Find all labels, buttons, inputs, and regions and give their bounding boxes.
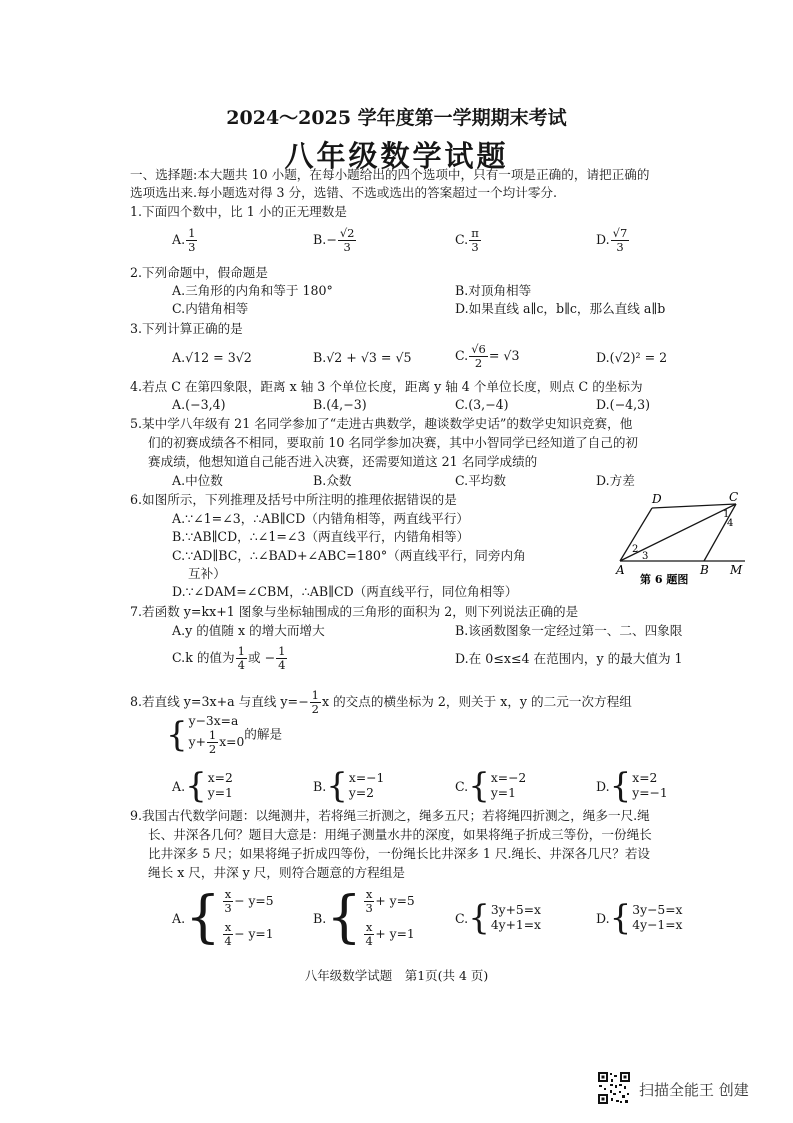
q9-line4: 绳长 x 尺，井深 y 尺，则符合题意的方程组是 [148, 865, 405, 880]
q4-option-b: B.(4,−3) [313, 397, 367, 412]
q8-option-c: C. { x=−2 y=1 [455, 766, 527, 806]
fig-angle-1: 1 [723, 509, 730, 520]
q1-stem: 1.下面四个数中，比 1 小的正无理数是 [130, 204, 347, 219]
q2-option-d: D.如果直线 a∥c，b∥c，那么直线 a∥b [455, 301, 666, 316]
q7-stem: 7.若函数 y=kx+1 图象与坐标轴围成的三角形的面积为 2，则下列说法正确的是 [130, 604, 579, 619]
q8-option-b: B. { x=−1 y=2 [313, 766, 385, 806]
q9-option-d: D. { 3y−5=x 4y−1=x [596, 898, 683, 938]
q5-option-c: C.平均数 [455, 473, 506, 488]
q9-option-a: A. { $\frac{x}{3}$ − y=5 $\frac{x}{4}$ − y=1 [172, 885, 274, 950]
q6-stem: 6.如图所示，下列推理及括号中所注明的推理依据错误的是 [130, 492, 457, 507]
q2-stem: 2.下列命题中，假命题是 [130, 265, 268, 280]
q3-stem: 3.下列计算正确的是 [130, 321, 243, 336]
q6-option-a: A.∵∠1=∠3，∴AB∥CD（内错角相等，两直线平行） [172, 511, 470, 526]
scanner-watermark: 扫描全能王 创建 [639, 1081, 749, 1099]
q6-option-c-cont: 互补） [188, 566, 226, 581]
fig-label-b: B [700, 563, 709, 577]
q1-option-c: C. $\frac{\pi}{3}$ [455, 226, 479, 254]
fig-label-d: D [652, 492, 662, 506]
q2-option-a: A.三角形的内角和等于 180° [172, 283, 333, 298]
q7-option-c: C.k 的值为 $\frac{1}{4}$ 或 − $\frac{1}{4}$ [172, 644, 286, 672]
q6-figure [612, 490, 747, 585]
page-footer: 八年级数学试题 第1页(共 4 页) [304, 968, 489, 983]
exam-subtitle: 八年级数学试题 [284, 139, 509, 173]
q7-option-d: D.在 0≤x≤4 在范围内，y 的最大值为 1 [455, 651, 683, 666]
fig-angle-3: 3 [642, 551, 649, 562]
q8-stem: 8.若直线 y=3x+a 与直线 y=− $\frac{1}{2}$ x 的交点的横坐标为 2，则关于 x，y 的二元一次方程组 [130, 688, 632, 716]
q5-line1: 5.某中学八年级有 21 名同学参加了“走进古典数学，趣谈数学史话”的数学史知识竞赛，他 [130, 416, 633, 431]
q1-option-a: A. $\frac{1}{3}$ [172, 226, 196, 254]
exam-title: 2024～2025 学年度第一学期期末考试 [226, 107, 567, 129]
q1-option-b: B.− $\frac{√2}{3}$ [313, 226, 355, 254]
q4-option-d: D.(−4,3) [596, 397, 651, 412]
q6-option-d: D.∵∠DAM=∠CBM，∴AB∥CD（两直线平行，同位角相等） [172, 584, 518, 599]
q8-option-d: D. { x=2 y=−1 [596, 766, 668, 806]
qr-code-icon [597, 1071, 631, 1105]
q4-stem: 4.若点 C 在第四象限，距离 x 轴 3 个单位长度，距离 y 轴 4 个单位长度，则点 C 的坐标为 [130, 379, 643, 394]
q3-option-b: B.√2 + √3 = √5 [313, 350, 412, 365]
q4-option-c: C.(3,−4) [455, 397, 509, 412]
fig-label-m: M [730, 563, 743, 577]
q9-line1: 9.我国古代数学问题：以绳测井，若将绳三折测之，绳多五尺；若将绳四折测之，绳多一尺.绳 [130, 808, 650, 823]
q6-option-c: C.∵AD∥BC，∴∠BAD+∠ABC=180°（两直线平行，同旁内角 [172, 548, 526, 563]
q6-option-b: B.∵AB∥CD，∴∠1=∠3（两直线平行，内错角相等） [172, 529, 470, 544]
q5-line3: 赛成绩，他想知道自己能否进入决赛，还需要知道这 21 名同学成绩的 [148, 454, 538, 469]
q5-option-b: B.众数 [313, 473, 352, 488]
section-instruction-line2: 选项选出来.每小题选对得 3 分，选错、不选或选出的答案超过一个均计零分. [130, 185, 558, 200]
fig-caption: 第 6 题图 [640, 573, 689, 585]
q7-option-a: A.y 的值随 x 的增大而增大 [172, 623, 325, 638]
fig-angle-4: 4 [727, 518, 734, 529]
q2-option-c: C.内错角相等 [172, 301, 249, 316]
q5-option-d: D.方差 [596, 473, 635, 488]
q9-option-b: B. { $\frac{x}{3}$ + y=5 $\frac{x}{4}$ + y=1 [313, 885, 415, 950]
fig-label-c: C [729, 490, 739, 504]
q2-option-b: B.对顶角相等 [455, 283, 532, 298]
q7-option-b: B.该函数图象一定经过第一、二、四象限 [455, 623, 683, 638]
section-instruction-line1: 一、选择题:本大题共 10 小题，在每小题给出的四个选项中，只有一项是正确的，请把正确的 [130, 167, 650, 182]
q5-option-a: A.中位数 [172, 473, 223, 488]
q9-line2: 长、井深各几何？题目大意是：用绳子测量水井的深度，如果将绳子折成三等份，一份绳长 [148, 827, 652, 842]
q3-option-a: A.√12 = 3√2 [172, 350, 252, 365]
q3-option-c: C. $\frac{√6}{2}$ = √3 [455, 342, 520, 370]
q9-option-c: C. { 3y+5=x 4y+1=x [455, 898, 541, 938]
q5-line2: 们的初赛成绩各不相同，要取前 10 名同学参加决赛，其中小智同学已经知道了自己的初 [148, 435, 639, 450]
q3-option-d: D.(√2)² = 2 [596, 350, 668, 365]
q1-option-d: D. $\frac{√7}{3}$ [596, 226, 628, 254]
q8-system: { y−3x=a y+ $\frac{1}{2}$ x=0 的解是 [166, 714, 283, 756]
q8-option-a: A. { x=2 y=1 [172, 766, 233, 806]
fig-angle-2: 2 [632, 544, 639, 555]
q9-line3: 比井深多 5 尺；如果将绳子折成四等份，一份绳长比井深多 1 尺.绳长、井深各几尺？若设 [148, 846, 651, 861]
fig-label-a: A [616, 563, 625, 577]
q4-option-a: A.(−3,4) [172, 397, 226, 412]
